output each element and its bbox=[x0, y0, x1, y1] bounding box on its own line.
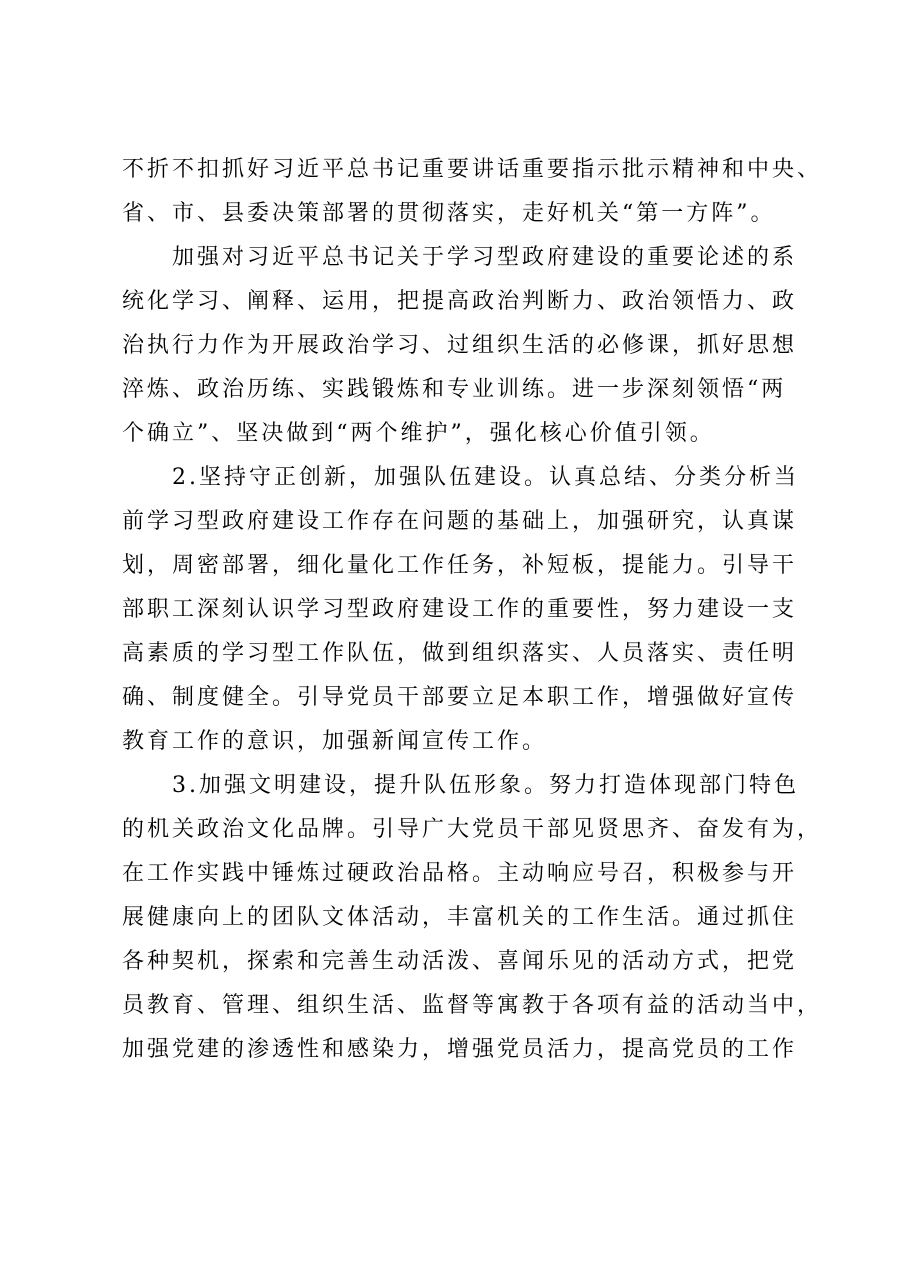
text-line: 3.加强文明建设，提升队伍形象。努力打造体现部门特色 bbox=[122, 773, 799, 798]
text-line: 统化学习、阐释、运用，把提高政治判断力、政治领悟力、政 bbox=[122, 289, 798, 314]
text-line: 前学习型政府建设工作存在问题的基础上，加强研究，认真谋 bbox=[122, 509, 798, 534]
text-line: 教育工作的意识，加强新闻宣传工作。 bbox=[122, 729, 548, 754]
text-line: 的机关政治文化品牌。引导广大党员干部见贤思齐、奋发有为， bbox=[122, 817, 823, 842]
text-line: 加强党建的渗透性和感染力，增强党员活力，提高党员的工作 bbox=[122, 1037, 798, 1062]
text-line: 高素质的学习型工作队伍，做到组织落实、人员落实、责任明 bbox=[122, 641, 798, 666]
text-line: 划，周密部署，细化量化工作任务，补短板，提能力。引导干 bbox=[122, 553, 798, 578]
text-line: 治执行力作为开展政治学习、过组织生活的必修课，抓好思想 bbox=[122, 333, 798, 358]
text-line: 不折不扣抓好习近平总书记重要讲话重要指示批示精神和中央、 bbox=[122, 157, 823, 182]
text-line: 展健康向上的团队文体活动，丰富机关的工作生活。通过抓住 bbox=[122, 905, 798, 930]
text-line: 省、市、县委决策部署的贯彻落实，走好机关“第一方阵”。 bbox=[122, 201, 776, 226]
text-line: 加强对习近平总书记关于学习型政府建设的重要论述的系 bbox=[122, 245, 798, 270]
document-body bbox=[122, 148, 822, 1072]
text-line: 在工作实践中锤炼过硬政治品格。主动响应号召，积极参与开 bbox=[122, 861, 798, 886]
text-line: 淬炼、政治历练、实践锻炼和专业训练。进一步深刻领悟“两 bbox=[122, 377, 787, 402]
text-line: 确、制度健全。引导党员干部要立足本职工作，增强做好宣传 bbox=[122, 685, 798, 710]
text-line: 部职工深刻认识学习型政府建设工作的重要性，努力建设一支 bbox=[122, 597, 798, 622]
text-line: 个确立”、坚决做到“两个维护”，强化核心价值引领。 bbox=[122, 421, 715, 446]
text-line: 2.坚持守正创新，加强队伍建设。认真总结、分类分析当 bbox=[122, 465, 799, 490]
text-line: 各种契机，探索和完善生动活泼、喜闻乐见的活动方式，把党 bbox=[122, 949, 798, 974]
text-line: 员教育、管理、组织生活、监督等寓教于各项有益的活动当中， bbox=[122, 993, 823, 1018]
